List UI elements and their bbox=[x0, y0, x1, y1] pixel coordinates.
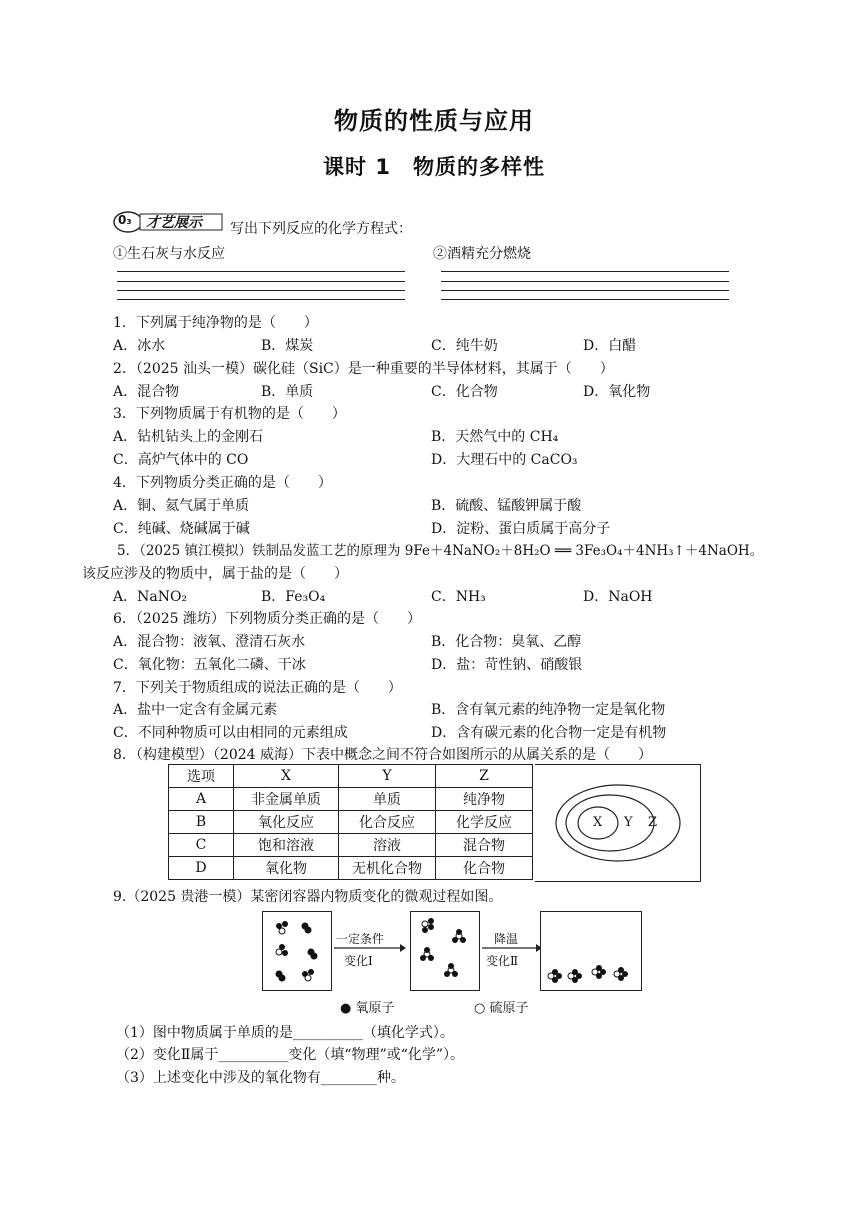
question-3-stem: 3．下列物质属于有机物的是（ ） bbox=[113, 406, 346, 422]
legend-oxygen: ● 氧原子 bbox=[340, 1001, 395, 1016]
q7-option-c: C．不同种物质可以由相同的元素组成 bbox=[113, 725, 348, 741]
section-badge bbox=[112, 208, 224, 234]
q1-option-a: A．冰水 bbox=[113, 338, 166, 354]
q7-option-b: B．含有氧元素的纯净物一定是氧化物 bbox=[431, 702, 666, 718]
intro-text: 写出下列反应的化学方程式： bbox=[230, 221, 412, 237]
q6-option-d: D．盐：苛性钠、硝酸银 bbox=[431, 657, 583, 673]
table-row bbox=[169, 834, 533, 857]
answer-line bbox=[441, 299, 729, 300]
page-title: 物质的性质与应用 bbox=[334, 107, 534, 135]
table-cell: D bbox=[169, 857, 234, 880]
q2-option-d: D．氧化物 bbox=[583, 384, 651, 400]
question-4-stem: 4．下列物质分类正确的是（ ） bbox=[113, 475, 332, 491]
micro-box-initial bbox=[262, 911, 332, 991]
answer-line bbox=[441, 271, 729, 272]
q6-option-c: C．氧化物：五氧化二磷、干冰 bbox=[113, 657, 306, 673]
micro-box-middle bbox=[410, 911, 480, 991]
arrow-1-condition: 一定条件 bbox=[336, 932, 385, 946]
table-header-cell: Z bbox=[436, 765, 533, 788]
question-8-stem: 8．（构建模型）（2024 威海）下表中概念之间不符合如图所示的从属关系的是（ ） bbox=[113, 747, 652, 763]
q4-option-b: B．硫酸、锰酸钾属于酸 bbox=[431, 498, 582, 514]
table-cell: 单质 bbox=[339, 788, 436, 811]
table-header-cell: 选项 bbox=[169, 765, 234, 788]
q6-option-b: B．化合物：臭氧、乙醇 bbox=[431, 634, 582, 650]
q5-option-b: B．Fe₃O₄ bbox=[261, 589, 326, 605]
table-cell: 纯净物 bbox=[436, 788, 533, 811]
question-2-stem: 2．（2025 汕头一模）碳化硅（SiC）是一种重要的半导体材料，其属于（ ） bbox=[113, 361, 614, 377]
q4-option-c: C．纯碱、烧碱属于碱 bbox=[113, 521, 250, 537]
question-7-stem: 7．下列关于物质组成的说法正确的是（ ） bbox=[113, 680, 402, 696]
question-1-stem: 1．下列属于纯净物的是（ ） bbox=[113, 315, 318, 331]
q2-option-c: C．化合物 bbox=[431, 384, 498, 400]
page-subtitle: 课时 1 物质的多样性 bbox=[323, 155, 545, 179]
q7-option-a: A．盐中一定含有金属元素 bbox=[113, 702, 278, 718]
answer-line bbox=[117, 299, 405, 300]
legend-sulfur: ○ 硫原子 bbox=[474, 1001, 529, 1016]
q3-option-b: B．天然气中的 CH₄ bbox=[431, 429, 559, 445]
question-5-stem: 5．（2025 镇江模拟）铁制品发蓝工艺的原理为 9Fe＋4NaNO₂＋8H₂O ══ 3Fe₃O₄＋4NH₃↑＋4NaOH。 bbox=[117, 543, 764, 559]
table-cell: 化合反应 bbox=[339, 811, 436, 834]
table-header-cell: Y bbox=[339, 765, 436, 788]
table-cell: B bbox=[169, 811, 234, 834]
table-cell: 无机化合物 bbox=[339, 857, 436, 880]
question-5-stem-cont: 该反应涉及的物质中，属于盐的是（ ） bbox=[82, 566, 348, 582]
set-diagram bbox=[552, 780, 692, 866]
q1-option-d: D．白醋 bbox=[583, 338, 637, 354]
molecule-group-icon bbox=[263, 912, 331, 990]
table-cell: 饱和溶液 bbox=[234, 834, 339, 857]
q3-option-c: C．高炉气体中的 CO bbox=[113, 452, 249, 468]
table-cell: 氧化反应 bbox=[234, 811, 339, 834]
reaction-2: ②酒精充分燃烧 bbox=[433, 246, 531, 262]
subquestion-2: （2）变化Ⅱ属于__________变化（填“物理”或“化学”）。 bbox=[116, 1047, 465, 1063]
arrow-2-condition: 降温 bbox=[494, 932, 519, 946]
subquestion-3: （3）上述变化中涉及的氧化物有________种。 bbox=[116, 1070, 405, 1086]
q3-option-d: D．大理石中的 CaCO₃ bbox=[431, 452, 578, 468]
section-badge-prefix: 0₃ bbox=[118, 213, 132, 227]
reaction-1: ①生石灰与水反应 bbox=[113, 246, 225, 262]
molecule-group-icon bbox=[411, 912, 479, 990]
table-cell: 溶液 bbox=[339, 834, 436, 857]
subquestion-1: （1）图中物质属于单质的是__________（填化学式）。 bbox=[116, 1025, 454, 1041]
q4-option-a: A．铜、氦气属于单质 bbox=[113, 498, 250, 514]
table-cell: 非金属单质 bbox=[234, 788, 339, 811]
q5-option-a: A．NaNO₂ bbox=[113, 589, 188, 605]
section-badge-label: 才艺展示 bbox=[146, 215, 202, 231]
table-header-cell: X bbox=[234, 765, 339, 788]
table-row bbox=[169, 811, 533, 834]
q1-option-b: B．煤炭 bbox=[261, 338, 314, 354]
q2-option-a: A．混合物 bbox=[113, 384, 180, 400]
table-cell: C bbox=[169, 834, 234, 857]
q4-option-d: D．淀粉、蛋白质属于高分子 bbox=[431, 521, 611, 537]
q7-option-d: D．含有碳元素的化合物一定是有机物 bbox=[431, 725, 667, 741]
question-6-stem: 6．（2025 潍坊）下列物质分类正确的是（ ） bbox=[113, 611, 421, 627]
arrow-change-1 bbox=[332, 930, 406, 970]
table-header-row bbox=[169, 765, 533, 788]
answer-line bbox=[117, 281, 405, 282]
q5-option-c: C．NH₃ bbox=[431, 589, 486, 605]
diagram-label-y: Y bbox=[624, 815, 633, 830]
answer-line bbox=[441, 281, 729, 282]
table-row bbox=[169, 788, 533, 811]
q3-option-a: A．钻机钻头上的金刚石 bbox=[113, 429, 264, 445]
table-cell: A bbox=[169, 788, 234, 811]
table-cell: 化学反应 bbox=[436, 811, 533, 834]
q5-option-d: D．NaOH bbox=[583, 589, 653, 605]
diagram-label-x: X bbox=[593, 815, 603, 830]
q2-option-b: B．单质 bbox=[261, 384, 314, 400]
micro-box-final bbox=[540, 911, 642, 991]
arrow-change-2 bbox=[480, 930, 542, 970]
diagram-label-z: Z bbox=[648, 815, 658, 830]
molecule-group-icon bbox=[541, 912, 641, 990]
table-cell: 氧化物 bbox=[234, 857, 339, 880]
arrow-2-label: 变化Ⅱ bbox=[486, 954, 519, 968]
table-cell: 混合物 bbox=[436, 834, 533, 857]
classification-table bbox=[168, 764, 533, 880]
answer-line bbox=[117, 290, 405, 291]
table-cell: 化合物 bbox=[436, 857, 533, 880]
q1-option-c: C．纯牛奶 bbox=[431, 338, 498, 354]
arrow-1-label: 变化Ⅰ bbox=[344, 954, 373, 968]
table-row bbox=[169, 857, 533, 880]
q6-option-a: A．混合物：液氧、澄清石灰水 bbox=[113, 634, 306, 650]
answer-line bbox=[441, 290, 729, 291]
answer-line bbox=[117, 271, 405, 272]
question-9-stem: 9.（2025 贵港一模）某密闭容器内物质变化的微观过程如图。 bbox=[113, 889, 503, 905]
